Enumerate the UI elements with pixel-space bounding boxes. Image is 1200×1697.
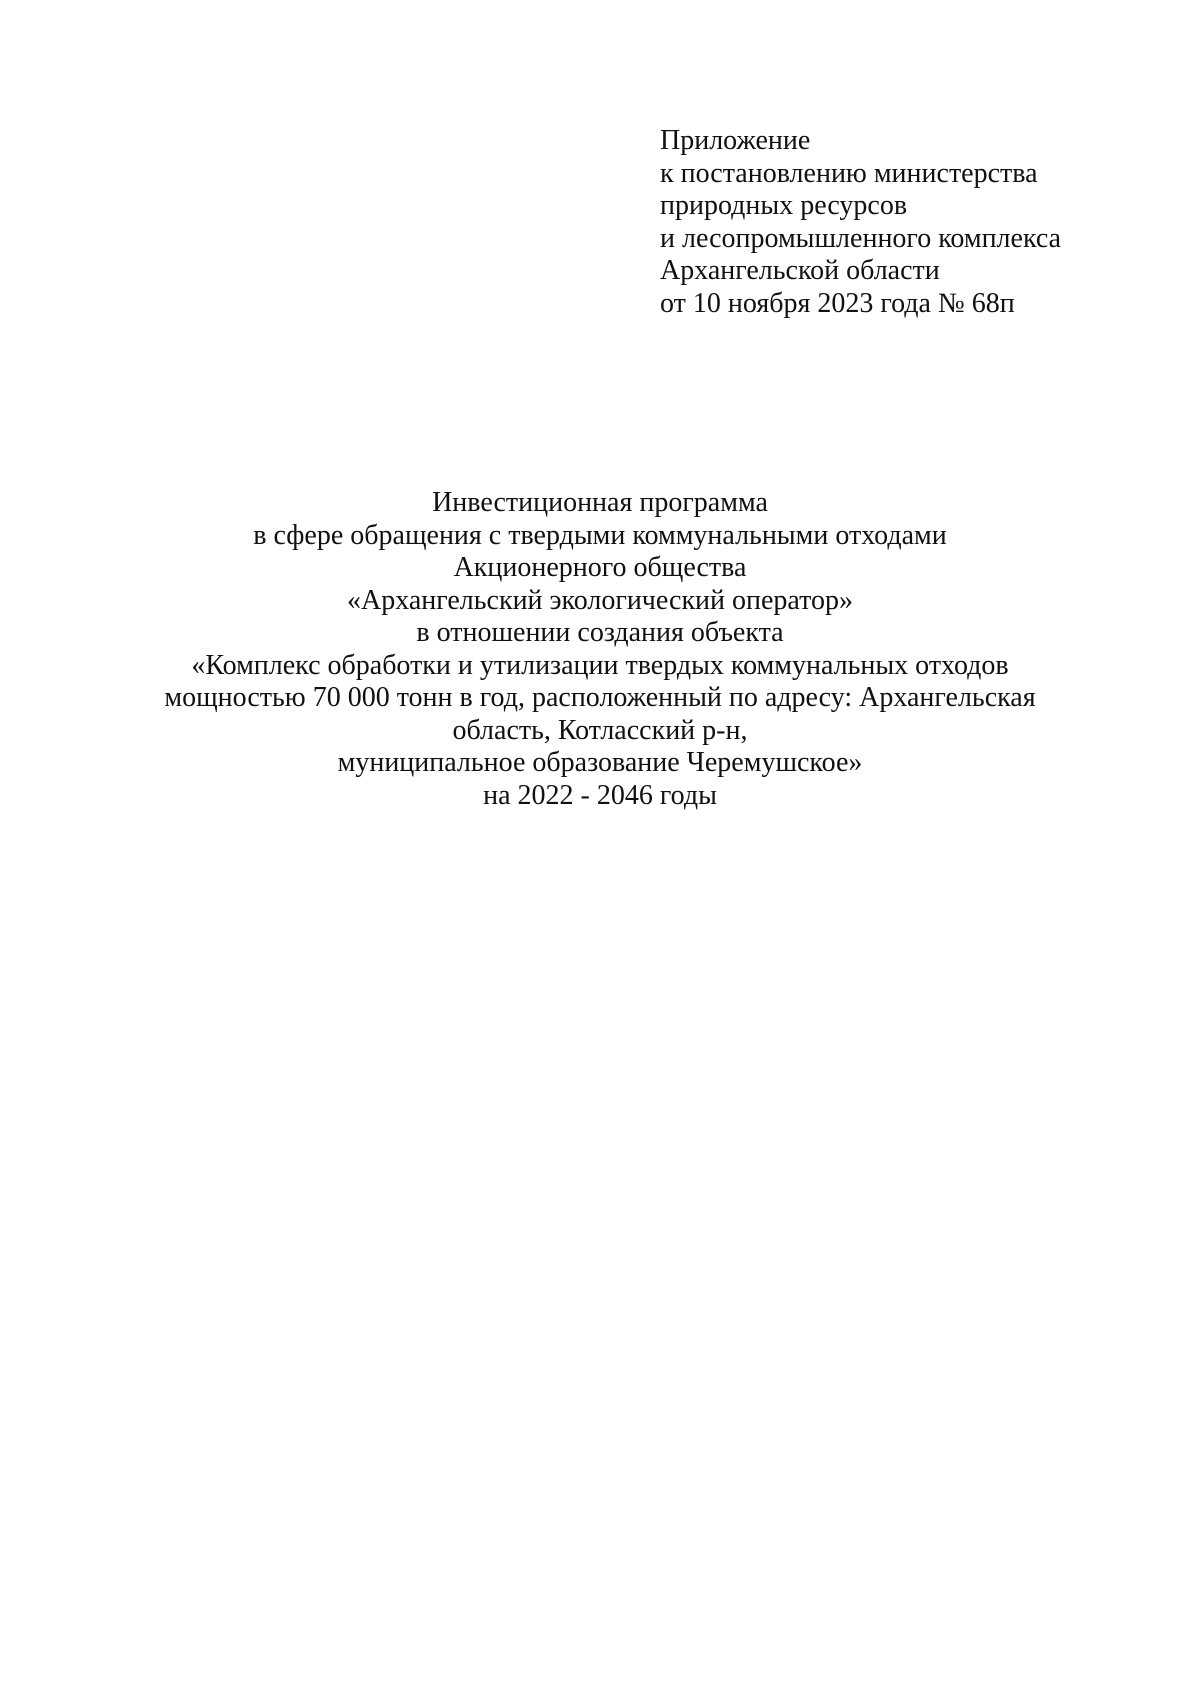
document-title xyxy=(0,487,1200,812)
title-line: область, Котласский р-н, xyxy=(452,714,748,746)
title-line: на 2022 - 2046 годы xyxy=(483,779,717,811)
title-line: Инвестиционная программа xyxy=(432,487,768,518)
appendix-resolution-ref: к постановлению министерства xyxy=(660,157,1038,189)
appendix-label: Приложение xyxy=(660,125,811,156)
appendix-ministry-line-1: природных ресурсов xyxy=(660,190,908,221)
title-line: в сфере обращения с твердыми коммунальными отходами xyxy=(253,519,947,551)
appendix-ministry-line-2: и лесопромышленного комплекса xyxy=(660,222,1062,254)
title-line: Акционерного общества xyxy=(453,552,747,583)
appendix-date-number: от 10 ноября 2023 года № 68п xyxy=(660,287,1015,319)
title-line: в отношении создания объекта xyxy=(416,617,784,648)
title-line: «Комплекс обработки и утилизации твердых коммунальных отходов xyxy=(191,649,1009,681)
title-line: муниципальное образование Черемушское» xyxy=(337,747,863,778)
title-line: «Архангельский экологический оператор» xyxy=(346,584,853,616)
appendix-region: Архангельской области xyxy=(660,255,940,286)
appendix-header xyxy=(660,125,1180,320)
title-line: мощностью 70 000 тонн в год, расположенный по адресу: Архангельская xyxy=(164,682,1036,713)
